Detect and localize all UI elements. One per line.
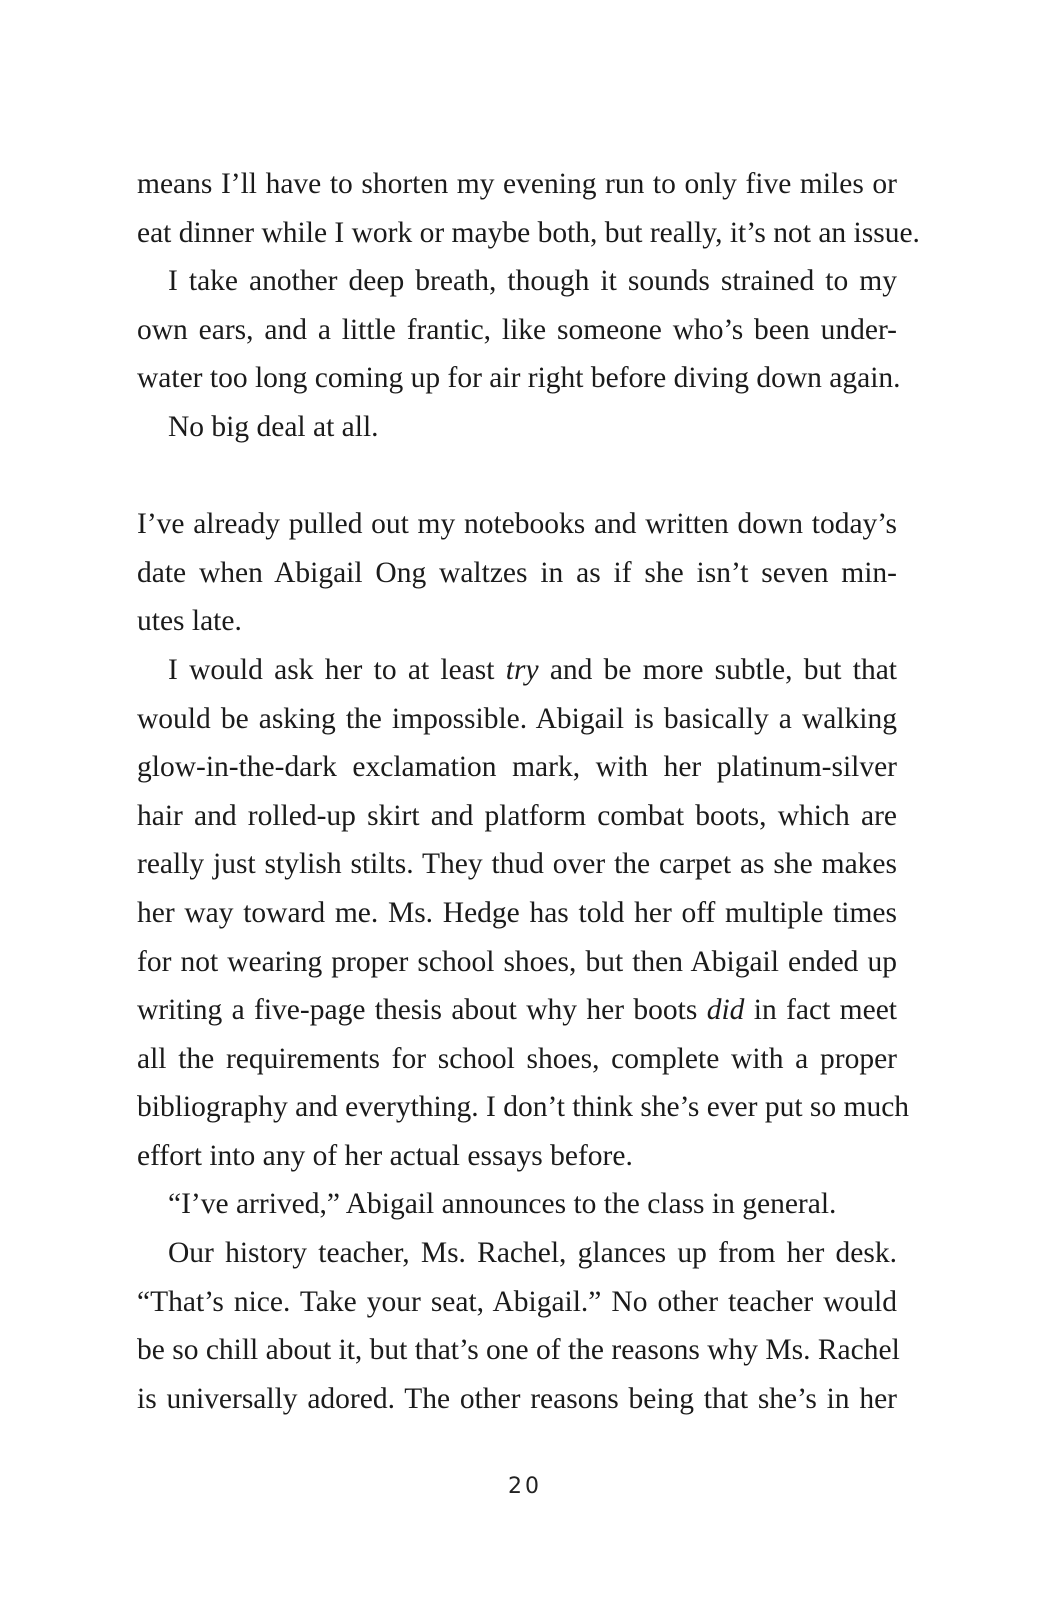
text-line: eat dinner while I work or maybe both, but really, it’s not an issue.: [137, 216, 920, 249]
text-segment: writing a five-page thesis about why her boots: [137, 994, 707, 1027]
text-line: “I’ve arrived,” Abigail announces to the class in general.: [168, 1188, 837, 1221]
text-line: glow-in-the-dark exclamation mark, with her platinum-silver: [137, 751, 897, 784]
text-line: effort into any of her actual essays before.: [137, 1139, 633, 1172]
text-line: [137, 986, 897, 1035]
text-line: Our history teacher, Ms. Rachel, glances up from her desk.: [168, 1237, 897, 1270]
text-line: is universally adored. The other reasons being that she’s in her: [137, 1382, 897, 1415]
text-line: would be asking the impossible. Abigail is basically a walking: [137, 702, 897, 735]
text-line: “That’s nice. Take your seat, Abigail.” No other teacher would: [137, 1285, 897, 1318]
text-line: utes late.: [137, 605, 242, 638]
italic-word: try: [505, 653, 539, 686]
text-line: means I’ll have to shorten my evening run to only five miles or: [137, 168, 897, 200]
text-line: I take another deep breath, though it sounds strained to my: [168, 265, 897, 298]
text-line: be so chill about it, but that’s one of the reasons why Ms. Rachel: [137, 1334, 900, 1367]
text-line: [137, 646, 897, 695]
text-line: bibliography and everything. I don’t think she’s ever put so much: [137, 1091, 910, 1124]
text-line: her way toward me. Ms. Hedge has told her off multiple times: [137, 896, 897, 929]
text-line: water too long coming up for air right before diving down again.: [137, 362, 901, 395]
text-line: really just stylish stilts. They thud over the carpet as she makes: [137, 848, 897, 881]
text-line: own ears, and a little frantic, like someone who’s been under-: [137, 313, 897, 346]
text-line: No big deal at all.: [168, 410, 379, 443]
text-segment: in fact meet: [744, 994, 897, 1027]
section-break: [137, 452, 897, 501]
text-line: all the requirements for school shoes, complete with a proper: [137, 1042, 897, 1075]
text-segment: I would ask her to at least: [168, 653, 506, 686]
text-line: date when Abigail Ong waltzes in as if she isn’t seven min-: [137, 556, 897, 589]
body-text: [137, 160, 920, 1423]
text-segment: and be more subtle, but that: [538, 653, 897, 686]
text-line: I’ve already pulled out my notebooks and written down today’s: [137, 508, 897, 541]
text-line: for not wearing proper school shoes, but then Abigail ended up: [137, 945, 897, 978]
text-line: hair and rolled-up skirt and platform combat boots, which are: [137, 799, 897, 832]
page-number: 20: [508, 1474, 542, 1499]
italic-word: did: [706, 994, 745, 1027]
